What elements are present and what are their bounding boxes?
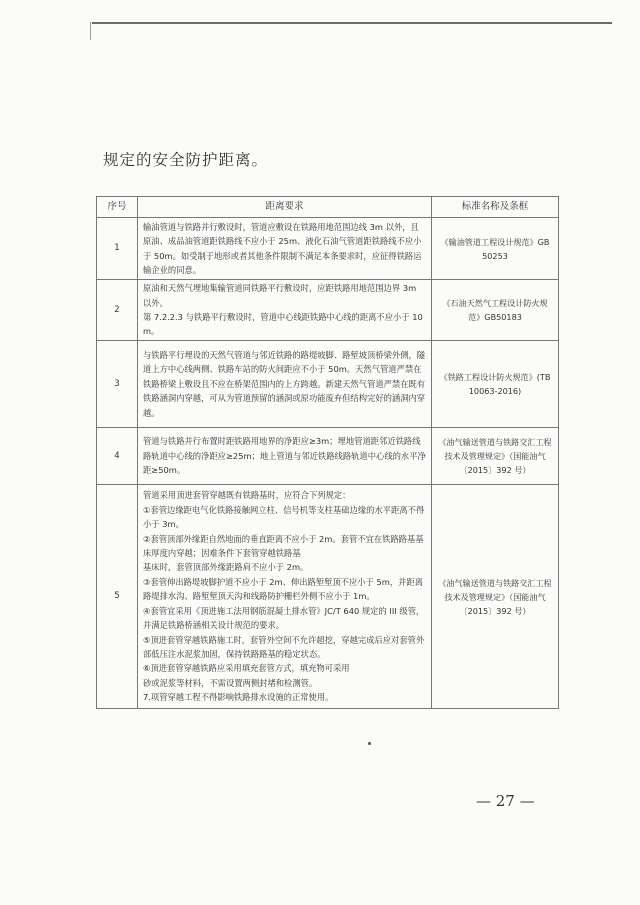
row-standard: 《输油管道工程设计规范》GB 50253 [432,218,559,280]
row-standard: 《铁路工程设计防火规范》(TB10063-2016) [432,341,559,428]
safety-distance-table [96,196,559,709]
header-num: 序号 [97,197,138,218]
row-num: 3 [97,341,138,428]
table-row [97,218,559,280]
requirement-text: ⑤顶进套管穿越铁路施工时，套管外空间不允许超挖，穿越完成后应对套管外部低压注水泥浆加固，保持铁路路基的稳定状态。 [143,634,425,659]
header-standard: 标准名称及条框 [432,197,559,218]
requirement-text: 第 7.2.2.3 与铁路平行敷设时，管道中心线距铁路中心线的距离不应小于 10m。 [143,312,423,337]
left-border-mark [90,22,91,40]
row-requirement [138,485,432,709]
table-row [97,341,559,428]
requirement-text: 基床时，套管顶部外缘距路肩不应小于 2m。 [143,562,309,573]
row-standard: 《油气输送管道与铁路交汇工程技术及管理规定》（国能油气〔2015〕392 号） [432,428,559,485]
row-num: 4 [97,428,138,485]
row-requirement [138,280,432,341]
row-standard: 《油气输送管道与铁路交汇工程技术及管理规定》（国能油气〔2015〕392 号） [432,485,559,709]
requirement-text: 7.项管穿越工程不得影响铁路排水设施的正常使用。 [143,692,334,703]
row-num: 5 [97,485,138,709]
table-header-row [97,197,559,218]
row-requirement [138,218,432,280]
stray-dot-mark [368,742,371,745]
row-standard: 《石油天然气工程设计防火规范》GB50183 [432,280,559,341]
requirement-text: 输油管道与铁路并行敷设时，管道应敷设在铁路用地范围边线 3m 以外，且原油、成品油管道距铁路线不应小于 25m、液化石油气管道距铁路线不应小于 50m。如受制于地形或者其他条件限制不满足本条要求时，应征得铁路运输企业的同意。 [143,221,422,275]
requirement-text: 与铁路平行埋设的天然气管道与邻近铁路的路堤坡脚、路堑坡顶桥梁外侧，隧道上方中心线两侧、铁路车站的防火间距应不小于 50m。天然气管道严禁在铁路桥梁上敷设且不应在桥架范围内的上方跨越。新建天然气管道严禁在既有铁路涵洞内穿越，可从为管道预留的涵洞或原功能废弃但结构完好的涵洞内穿越。 [143,349,426,418]
row-requirement [138,341,432,428]
requirement-text: ③套管伸出路堤坡脚护道不应小于 2m、伸出路堑堑顶不应小于 5m，并距离路堤排水沟、路堑堑顶天沟和线路防护栅栏外侧不应小于 1m。 [143,576,424,602]
requirement-text: ④套管宜采用《顶进施工法用钢筋混凝土排水管》JC/T 640 规定的 III 级管，并满足铁路桥涵相关设计规范的要求。 [143,605,425,631]
requirement-text: 管道采用顶进套管穿越既有铁路基时，应符合下列规定： [143,490,351,501]
page-number: — 27 — [476,792,535,810]
table-row [97,428,559,485]
row-num: 1 [97,218,138,280]
table-row [97,485,559,709]
section-heading: 规定的安全防护距离。 [103,151,269,169]
requirement-text: 原油和天然气埋地集输管道同铁路平行敷设时，应距铁路用地范围边界 3m 以外。 [143,283,417,308]
top-border-line [92,22,612,24]
requirement-text: ①套管边缘距电气化铁路接触网立柱、信号机等支柱基础边缘的水平距离不得小于 3m。 [143,504,425,530]
row-requirement [138,428,432,485]
row-num: 2 [97,280,138,341]
requirement-text: ⑥顶进套管穿越铁路应采用填充套管方式，填充物可采用 [143,663,350,674]
requirement-text: 砂或泥浆等材料，不需设置两侧封堵和检测管。 [143,677,318,688]
requirement-text: ②套管顶部外缘距自然地面的垂直距离不应小于 2m。套管不宜在铁路路基基床厚度内穿越；因难条件下套管穿越铁路基 [143,533,424,559]
requirement-text: 管道与铁路并行布置时距铁路用地界的净距应≥3m；埋地管道距邻近铁路线路轨道中心线的净距应≥25m；地上管道与邻近铁路线路轨道中心线的水平净距≥50m。 [143,436,426,476]
table-row [97,280,559,341]
header-requirement: 距离要求 [138,197,432,218]
